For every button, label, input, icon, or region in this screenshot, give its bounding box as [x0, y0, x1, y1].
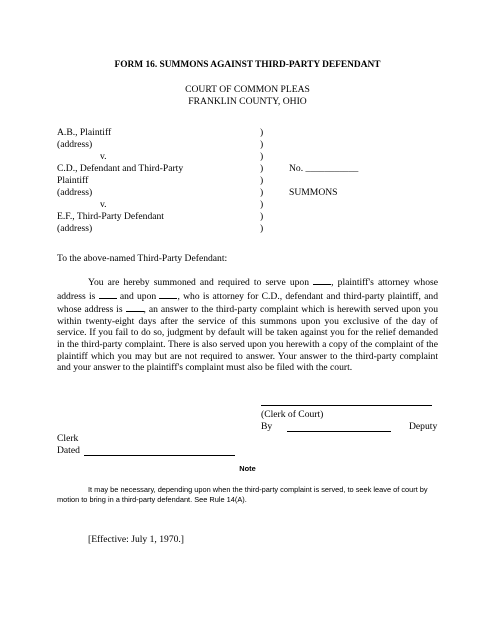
deputy-label: Deputy — [409, 421, 438, 432]
attorney-address-blank — [99, 289, 117, 299]
clerk-signature-line — [261, 405, 432, 406]
caption-paren: ) — [260, 211, 264, 222]
dated-label: Dated — [57, 445, 80, 456]
attorney-name-blank — [313, 275, 331, 285]
caption-row — [57, 151, 417, 163]
date-line — [84, 455, 235, 456]
case-number: No. ___________ — [289, 163, 359, 174]
by-label: By — [261, 421, 273, 432]
note-heading: Note — [239, 464, 256, 473]
caption-party: Plaintiff — [57, 175, 89, 186]
body-text: , plaintiff's attorney whose address is — [57, 277, 438, 302]
caption-paren: ) — [260, 163, 264, 174]
third-party-address-blank — [126, 302, 144, 312]
caption-row — [57, 199, 417, 211]
caption-versus: v. — [100, 199, 107, 210]
caption-row — [57, 187, 417, 199]
form-title: FORM 16. SUMMONS AGAINST THIRD-PARTY DEFENDANT — [114, 60, 381, 70]
summons-body — [57, 275, 438, 374]
caption-paren: ) — [260, 127, 264, 138]
body-text: , an answer to the third-party complaint which is herewith served upon you within twenty-eight days after the service of this summons upon you exclusive of the day of service. If you fail to do so, judgment by default will be taken against you for the relief demanded in the third-party complaint. There is also served upon you herewith a copy of the complaint of the plaintiff which you may but are not required to answer. Your answer to the third-party complaint and your answer to the plaintiff's complaint must also be filed with the court. — [57, 304, 438, 374]
court-county: FRANKLIN COUNTY, OHIO — [188, 96, 307, 107]
caption-party: (address) — [57, 223, 93, 234]
caption-row — [57, 127, 417, 139]
caption-party: (address) — [57, 187, 93, 198]
deputy-signature-line — [287, 431, 391, 432]
caption-paren: ) — [260, 223, 264, 234]
body-text: and upon — [119, 290, 157, 302]
third-party-attorney-blank — [159, 289, 177, 299]
caption-row — [57, 223, 417, 235]
caption-versus: v. — [100, 151, 107, 162]
caption-row — [57, 163, 417, 175]
effective-date: [Effective: July 1, 1970.] — [88, 534, 185, 545]
caption-party: E.F., Third-Party Defendant — [57, 211, 164, 222]
caption-paren: ) — [260, 151, 264, 162]
caption-row — [57, 175, 417, 187]
document-type: SUMMONS — [289, 187, 338, 198]
note-text: It may be necessary, depending upon when the third-party complaint is served, to seek leave of court by motion to bring in a third-party defendant. See Rule 14(A). — [57, 485, 428, 504]
caption-row — [57, 211, 417, 223]
caption-party: A.B., Plaintiff — [57, 127, 112, 138]
caption-paren: ) — [260, 139, 264, 150]
caption-party: C.D., Defendant and Third-Party — [57, 163, 184, 174]
caption-paren: ) — [260, 199, 264, 210]
clerk-label: Clerk — [57, 433, 79, 444]
caption-paren: ) — [260, 187, 264, 198]
caption-party: (address) — [57, 139, 93, 150]
body-text: You are hereby summoned and required to serve upon — [88, 277, 310, 288]
court-name: COURT OF COMMON PLEAS — [185, 84, 310, 95]
body-text: , who is attorney for C.D., defendant and third-party plaintiff, and whose address is — [57, 290, 438, 316]
salutation: To the above-named Third-Party Defendant: — [57, 253, 228, 264]
clerk-of-court-label: (Clerk of Court) — [261, 409, 324, 420]
caption-paren: ) — [260, 175, 264, 186]
caption-row — [57, 139, 417, 151]
